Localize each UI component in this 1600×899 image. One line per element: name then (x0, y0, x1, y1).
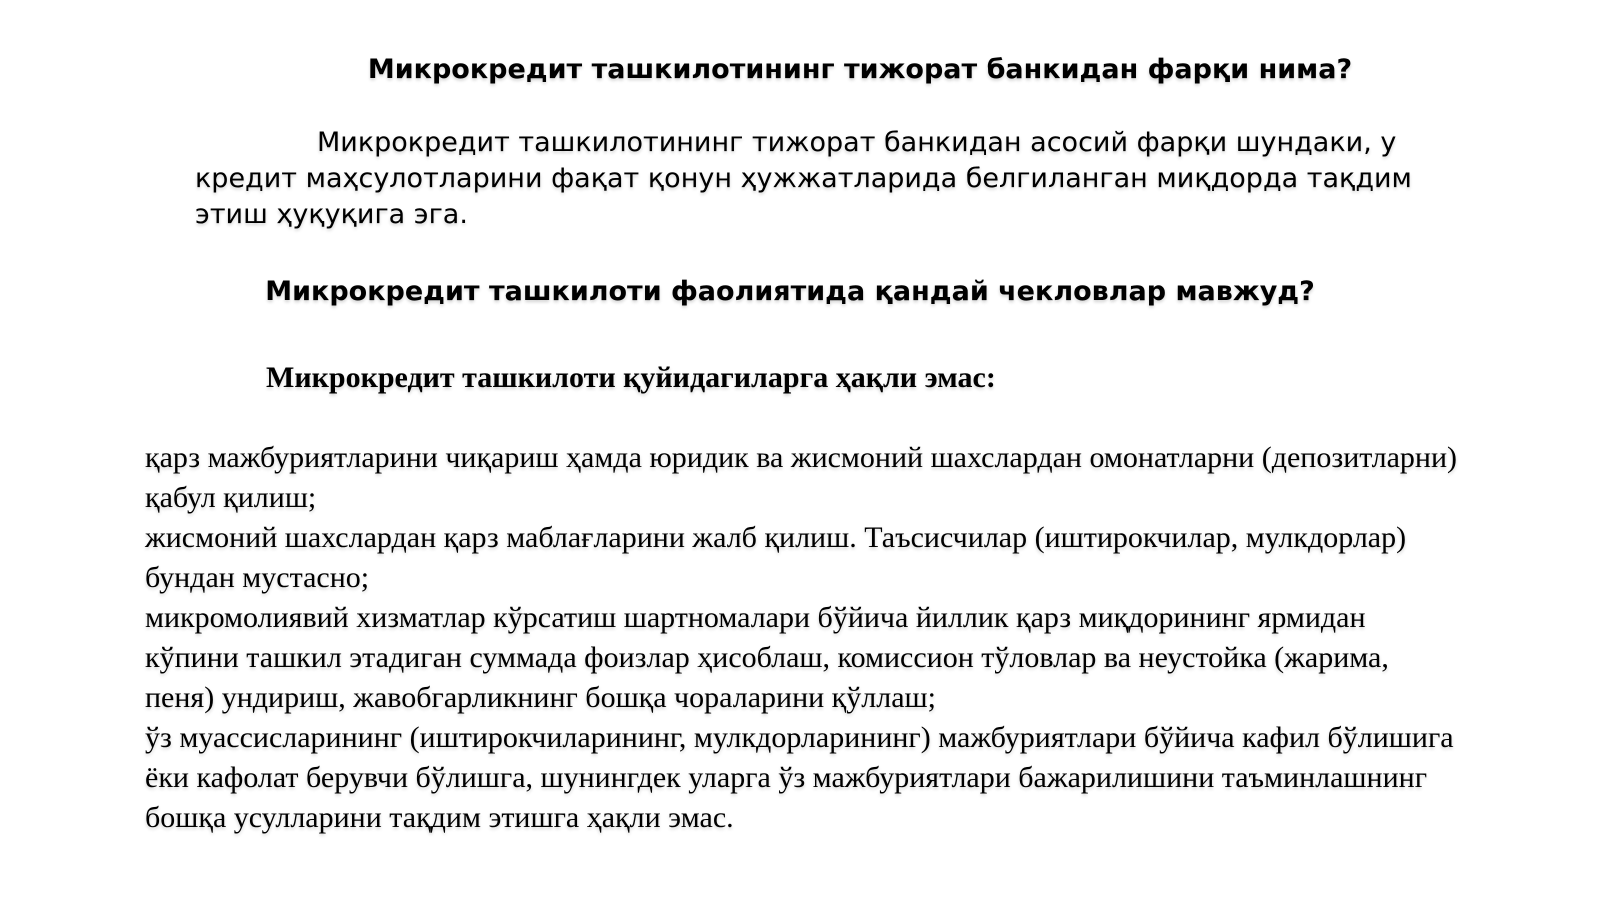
restrictions-subheading: Микрокредит ташкилоти қуйидагиларга ҳақли эмас: (266, 361, 996, 394)
restriction-item: ўз муассисларининг (иштирокчиларининг, мулкдорларининг) мажбуриятлари бўйича кафил бўлишига ёки кафолат берувчи бўлишга, шунингдек уларга ўз мажбуриятлари бажарилишини таъминлашнинг бошқа усулларини тақдим этишга ҳақли эмас. (145, 721, 1454, 834)
restriction-item: қарз мажбуриятларини чиқариш ҳамда юридик ва жисмоний шахслардан омонатларни (депозитларни) қабул қилиш; (145, 441, 1458, 514)
question-heading-2: Микрокредит ташкилоти фаолиятида қандай чекловлар мавжуд? (265, 276, 1315, 307)
restriction-item: микромолиявий хизматлар кўрсатиш шартномалари бўйича йиллик қарз миқдорининг ярмидан кўпини ташкил этадиган суммада фоизлар ҳисоблаш, комиссион тўловлар ва неустойка (жарима, пеня) ундириш, жавобгарликнинг бошқа чораларини қўллаш; (145, 601, 1389, 714)
restriction-item: жисмоний шахслардан қарз маблағларини жалб қилиш. Таъсисчилар (иштирокчилар, мулкдорлар) бундан мустасно; (145, 521, 1407, 594)
question-heading-1: Микрокредит ташкилотининг тижорат банкидан фарқи нима? (367, 54, 1353, 85)
answer-paragraph-1: Микрокредит ташкилотининг тижорат банкидан асосий фарқи шундаки, у кредит маҳсулотларини фақат қонун ҳужжатларида белгиланган миқдорда тақдим этиш ҳуқуқига эга. (195, 127, 1412, 230)
restrictions-list (145, 438, 1465, 838)
